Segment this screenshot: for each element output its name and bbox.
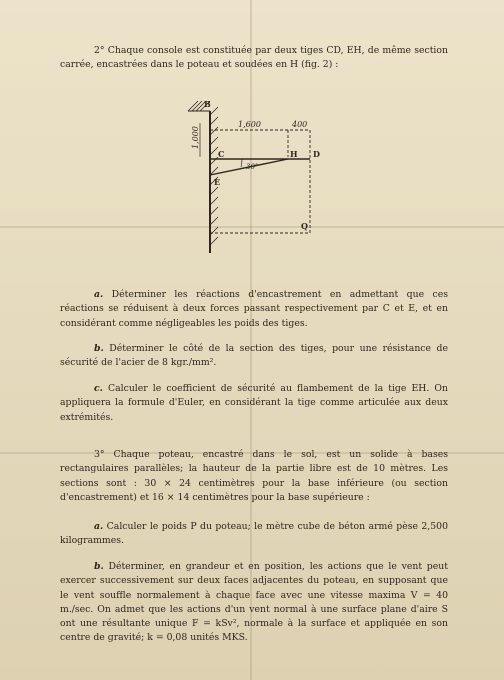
label-d: D — [313, 149, 320, 159]
intro-paragraph: 2° Chaque console est constituée par deux tiges CD, EH, de même section carrée, encastrées dans le poteau et soudées en H (fig. 2) : — [60, 45, 448, 71]
label-q: Q — [301, 221, 308, 231]
dim-400-label: 400 — [292, 120, 308, 129]
angle-label: 30° — [246, 163, 259, 171]
label-e: E — [214, 177, 221, 187]
dim-1000-label: 1,000 — [191, 126, 200, 149]
item-c-paragraph: c. Calculer le coefficient de sécurité au flambement de la tige EH. On appliquera la formule d'Euler, en considérant la tige comme articulée aux deux extrémités. — [60, 383, 448, 423]
part3-intro-paragraph: 3° Chaque poteau, encastré dans le sol, est un solide à bases rectangulaires parallèles; la hauteur de la partie libre est de 10 mètres. Les sections sont : 30 × 24 centimètres pour la base inférieure (ou section d'encastrement) et 16 × 14 centimètres pour la base supérieure : — [60, 449, 448, 503]
label-h: H — [290, 149, 298, 159]
part3-item-a-paragraph: a. Calculer le poids P du poteau; le mètre cube de béton armé pèse 2,500 kilogrammes. — [60, 521, 448, 547]
part3-item-b-paragraph: b. Déterminer, en grandeur et en position, les actions que le vent peut exercer successivement sur deux faces adjacentes du poteau, en supposant que le vent souffle normalement à chaque face avec une vitesse maxima V = 40 m./sec. On admet que les actions d'un vent normal à une surface plane d'aire S ont une résultante unique F = kSv², normale à la surface et appliquée en son centre de gravité; k = 0,08 unités MKS. — [60, 561, 448, 644]
label-b: B — [204, 99, 211, 109]
dim-1600-label: 1,600 — [238, 120, 261, 129]
console-figure — [170, 95, 340, 255]
item-b-paragraph: b. Déterminer le côté de la section des tiges, pour une résistance de sécurité de l'acier de 8 kgr./mm². — [60, 343, 448, 369]
angle-arc — [241, 159, 242, 167]
label-c: C — [218, 149, 225, 159]
item-a-paragraph: a. Déterminer les réactions d'encastrement en admettant que ces réactions se réduisent à deux forces passant respectivement par C et E, et en considérant comme négligeables les poids des tiges. — [60, 289, 448, 329]
wall-hatching — [188, 101, 221, 245]
dashed-outline — [210, 130, 310, 233]
